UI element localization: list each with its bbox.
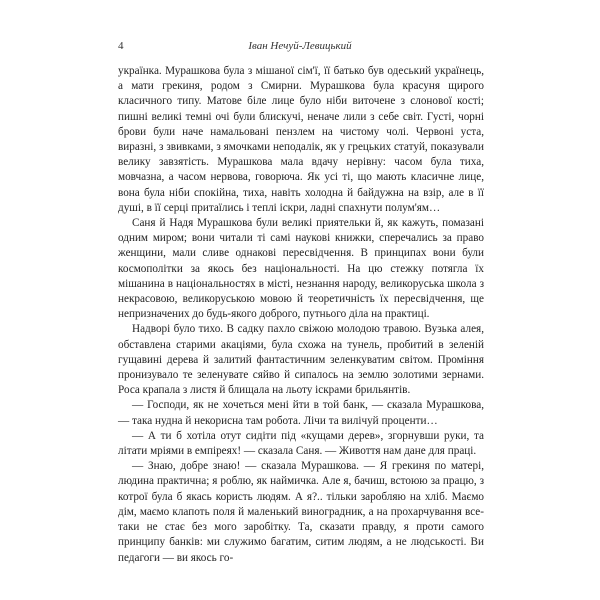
paragraph: — А ти б хотіла отут сидіти під «кущами дерев», згорнувши руки, та літати мріями в емпіреях! — сказала Саня. — Живоття нам дане для праці. xyxy=(118,429,484,458)
page-header xyxy=(118,40,482,56)
paragraph: Надворі було тихо. В садку пахло свіжою молодою травою. Вузька алея, обставлена старими акаціями, була схожа на тунель, пробитий в зеленій гущавині дерева й залитий фантастичним зеленкуватим світом. Проміння пронизувало те зеленувате сяйво й сипалось на землю золотими зернами. Роса крапала з листя й блищала на льоту іскрами брильянтів. xyxy=(118,323,484,397)
body-text xyxy=(118,64,484,566)
page-number: 4 xyxy=(118,40,124,52)
paragraph: українка. Мурашкова була з мішаної сім'ї, її батько був одеський українець, а мати грекиня, родом з Смирни. Мурашкова була красуня щирого класичного типу. Матове біле лице було ніби виточене з слонової кості; пишні великі темні очі були блискучі, неначе лили з себе світ. Густі, чорні брови були наче намальовані пензлем на чистому чолі. Червоні уста, виразні, з звивками, з ямочками неподалік, як у грецьких статуй, показували велику завзятість. Мурашкова мала вдачу нерівну: часом була тиха, мовчазна, а часом нервова, говорюча. Як усі ті, що мають класичне лице, вона була ніби спокійна, тиха, навіть холодна й байдужна на взір, але в її душі, в її серці притаїлись і теплі іскри, ладні спахнути полум'ям… xyxy=(118,65,484,214)
paragraph: — Господи, як не хочеться мені йти в той банк, — сказала Мурашкова, — така нудна й некорисна там робота. Лічи та вилічуй проценти… xyxy=(118,399,484,427)
running-head: Іван Нечуй-Левицький xyxy=(248,40,352,52)
paragraph: Саня й Надя Мурашкова були великі приятельки й, як кажуть, помазані одним миром; вони читали ті самі наукові книжки, сперечались за право женщини, мали сливе однакові пересвідчення. В принципах вони були космополітки за якось без національності. На цю стежку потягла їх мішанина в національностях в місті, незнання народу, великоруська школа з некрасовою, великоруською мовою й теоретичність їх пересвідчення, ще непризначених до будь-якого доброго, путнього діла на практиці. xyxy=(118,217,484,321)
paragraph: — Знаю, добре знаю! — сказала Мурашкова. — Я грекиня по матері, людина практична; я роблю, як наймичка. Але я, бачиш, встоюю за працю, з котрої була б якась користь людям. А я?.. тільки заробляю на хліб. Маємо дім, маємо клапоть поля й маленький виноградник, а на прохарчування все-таки не стає без мого заробітку. Та, сказати правду, я проти самого принципу банків: ми служимо багатим, ситим людям, а не людськості. Ви педагоги — ви якось го- xyxy=(118,460,484,564)
